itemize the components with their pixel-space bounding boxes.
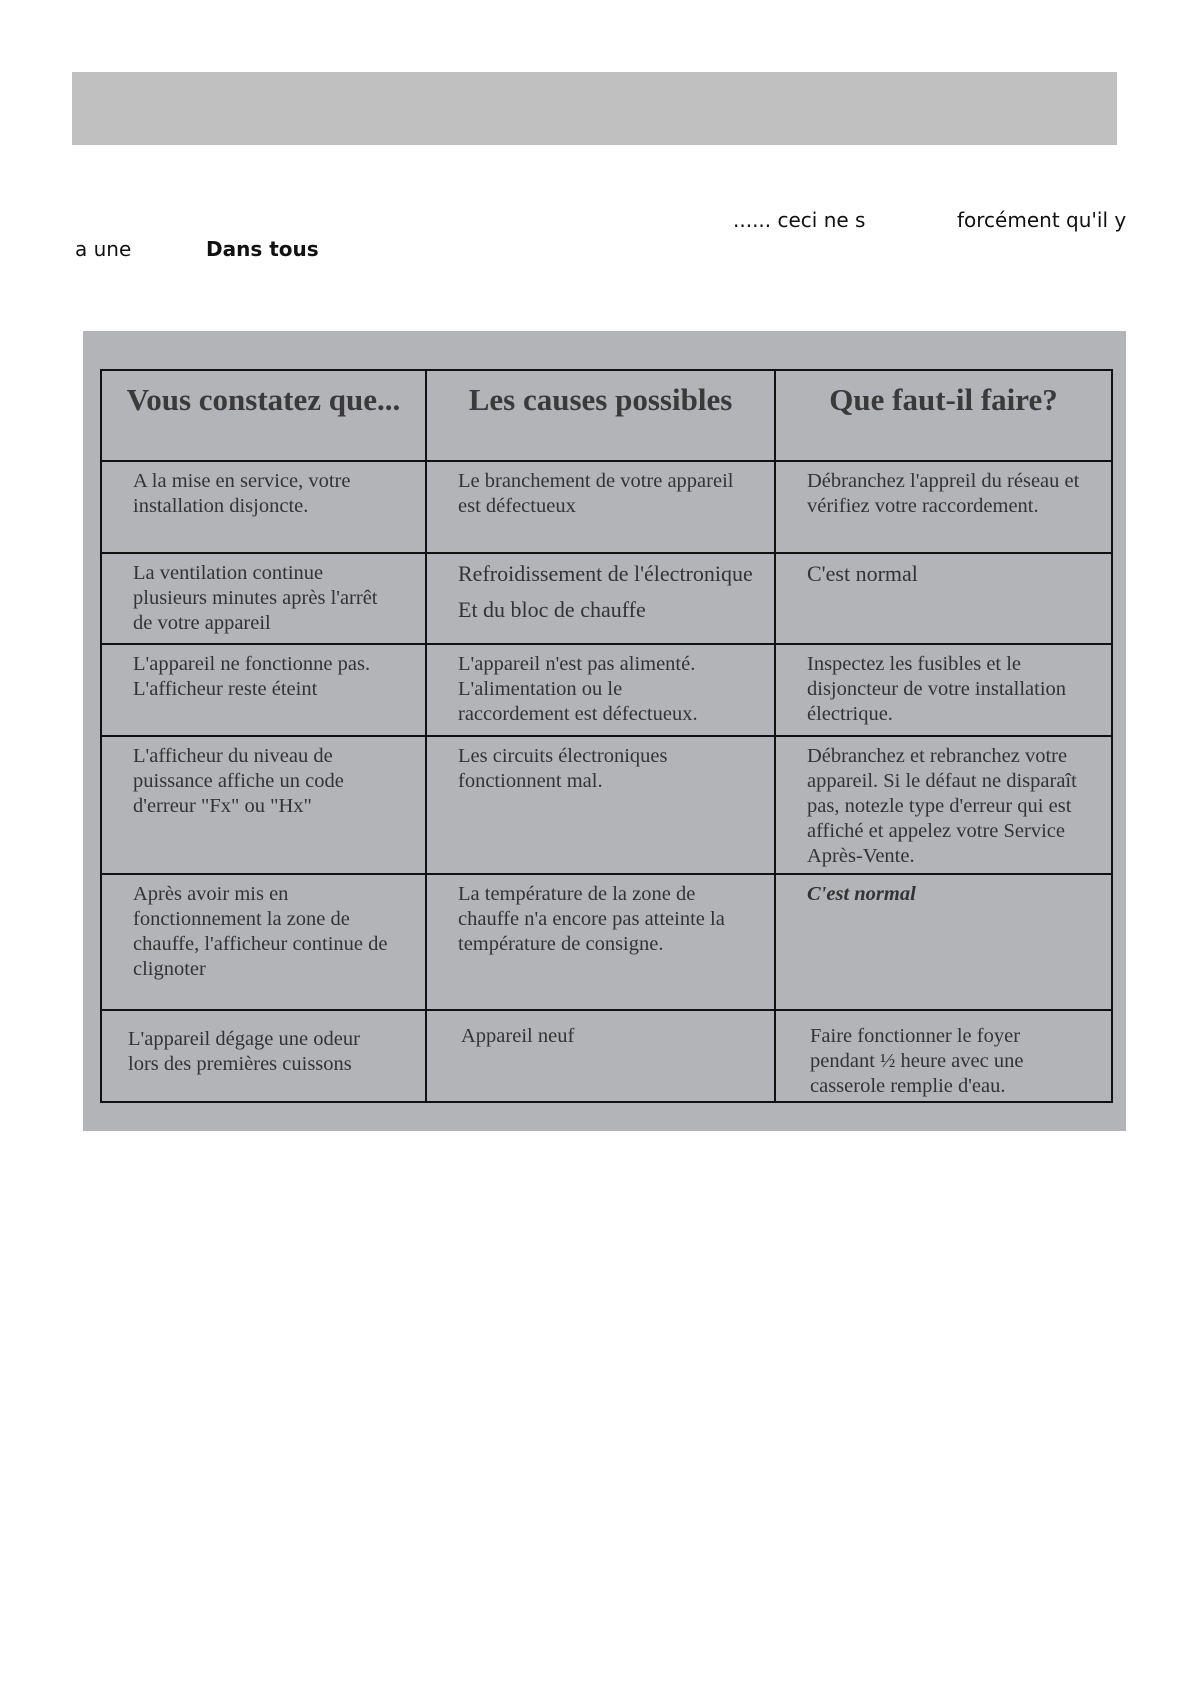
cell-line: La ventilation continue <box>133 562 324 584</box>
cell-line: chauffe, l'afficheur continue de <box>133 933 388 955</box>
observation-cell <box>101 461 426 553</box>
observation-cell <box>101 874 426 1010</box>
cell-line: Et du bloc de chauffe <box>458 597 646 622</box>
action-cell <box>775 461 1112 553</box>
header-actions: Que faut-il faire? <box>775 370 1112 461</box>
cell-line: casserole remplie d'eau. <box>810 1075 1006 1097</box>
cell-line: L'appareil dégage une odeur <box>128 1028 360 1050</box>
cell-line: lors des premières cuissons <box>128 1053 352 1075</box>
header-observation: Vous constatez que... <box>101 370 426 461</box>
table-header-row <box>101 370 1112 461</box>
action-cell <box>775 644 1112 736</box>
cell-line: fonctionnement la zone de <box>133 908 350 930</box>
observation-cell <box>101 1010 426 1102</box>
cell-line: appareil. Si le défaut ne disparaît <box>807 770 1077 792</box>
cell-line: est défectueux <box>458 495 576 517</box>
intro-text-bold: Dans tous <box>206 237 319 261</box>
table-row <box>101 874 1112 1010</box>
cell-line: Faire fonctionner le foyer <box>810 1025 1021 1047</box>
table-row <box>101 736 1112 874</box>
table-row <box>101 644 1112 736</box>
cell-line: pas, notezle type d'erreur qui est <box>807 795 1072 817</box>
cell-line: Après-Vente. <box>807 845 915 867</box>
cell-line: plusieurs minutes après l'arrêt <box>133 587 378 609</box>
header-band <box>72 72 1117 145</box>
cell-line: chauffe n'a encore pas atteinte la <box>458 908 725 930</box>
troubleshooting-panel <box>83 331 1126 1131</box>
cell-line: de votre appareil <box>133 612 271 634</box>
cause-cell <box>426 736 775 874</box>
cell-line: Après avoir mis en <box>133 883 289 905</box>
cell-line: Les circuits électroniques <box>458 745 668 767</box>
action-cell <box>775 553 1112 644</box>
observation-cell <box>101 736 426 874</box>
intro-text-fragment-1: ...... ceci ne s <box>733 208 866 232</box>
cell-line: clignoter <box>133 958 206 980</box>
cell-line: électrique. <box>807 703 893 725</box>
cell-line: C'est normal <box>807 561 918 586</box>
cell-line: L'alimentation ou le <box>458 678 623 700</box>
intro-text-fragment-2: forcément qu'il y <box>957 208 1127 232</box>
cell-line: affiché et appelez votre Service <box>807 820 1066 842</box>
cell-line: La température de la zone de <box>458 883 696 905</box>
cell-line: température de consigne. <box>458 933 664 955</box>
action-cell <box>775 736 1112 874</box>
observation-cell <box>101 644 426 736</box>
table-row <box>101 461 1112 553</box>
intro-text-fragment-3: a une <box>75 237 132 261</box>
troubleshooting-table <box>100 369 1113 1103</box>
cause-cell <box>426 553 775 644</box>
cell-line: Inspectez les fusibles et le <box>807 653 1022 675</box>
cell-line: Débranchez et rebranchez votre <box>807 745 1068 767</box>
cell-line: pendant ½ heure avec une <box>810 1050 1024 1072</box>
cell-line: Refroidissement de l'électronique <box>458 561 753 586</box>
cell-line: vérifiez votre raccordement. <box>807 495 1039 517</box>
action-cell <box>775 1010 1112 1102</box>
cell-line: d'erreur "Fx" ou "Hx" <box>133 795 312 817</box>
cause-cell <box>426 1010 775 1102</box>
observation-cell <box>101 553 426 644</box>
cell-line: L'appareil ne fonctionne pas. <box>133 653 371 675</box>
cell-line: installation disjoncte. <box>133 495 309 517</box>
cell-line: C'est normal <box>807 883 916 905</box>
cell-line: L'afficheur du niveau de <box>133 745 333 767</box>
cell-line: A la mise en service, votre <box>133 470 351 492</box>
table-row <box>101 1010 1112 1102</box>
cell-line: L'appareil n'est pas alimenté. <box>458 653 696 675</box>
cell-line: puissance affiche un code <box>133 770 344 792</box>
cell-line: L'afficheur reste éteint <box>133 678 318 700</box>
cell-line: raccordement est défectueux. <box>458 703 698 725</box>
cause-cell <box>426 461 775 553</box>
cause-cell <box>426 874 775 1010</box>
cell-line: Le branchement de votre appareil <box>458 470 734 492</box>
cell-line: fonctionnent mal. <box>458 770 603 792</box>
cell-line: Appareil neuf <box>461 1025 575 1047</box>
action-cell <box>775 874 1112 1010</box>
header-causes: Les causes possibles <box>426 370 775 461</box>
cell-line: disjoncteur de votre installation <box>807 678 1067 700</box>
cell-line: Débranchez l'appreil du réseau et <box>807 470 1080 492</box>
cause-cell <box>426 644 775 736</box>
table-row <box>101 553 1112 644</box>
